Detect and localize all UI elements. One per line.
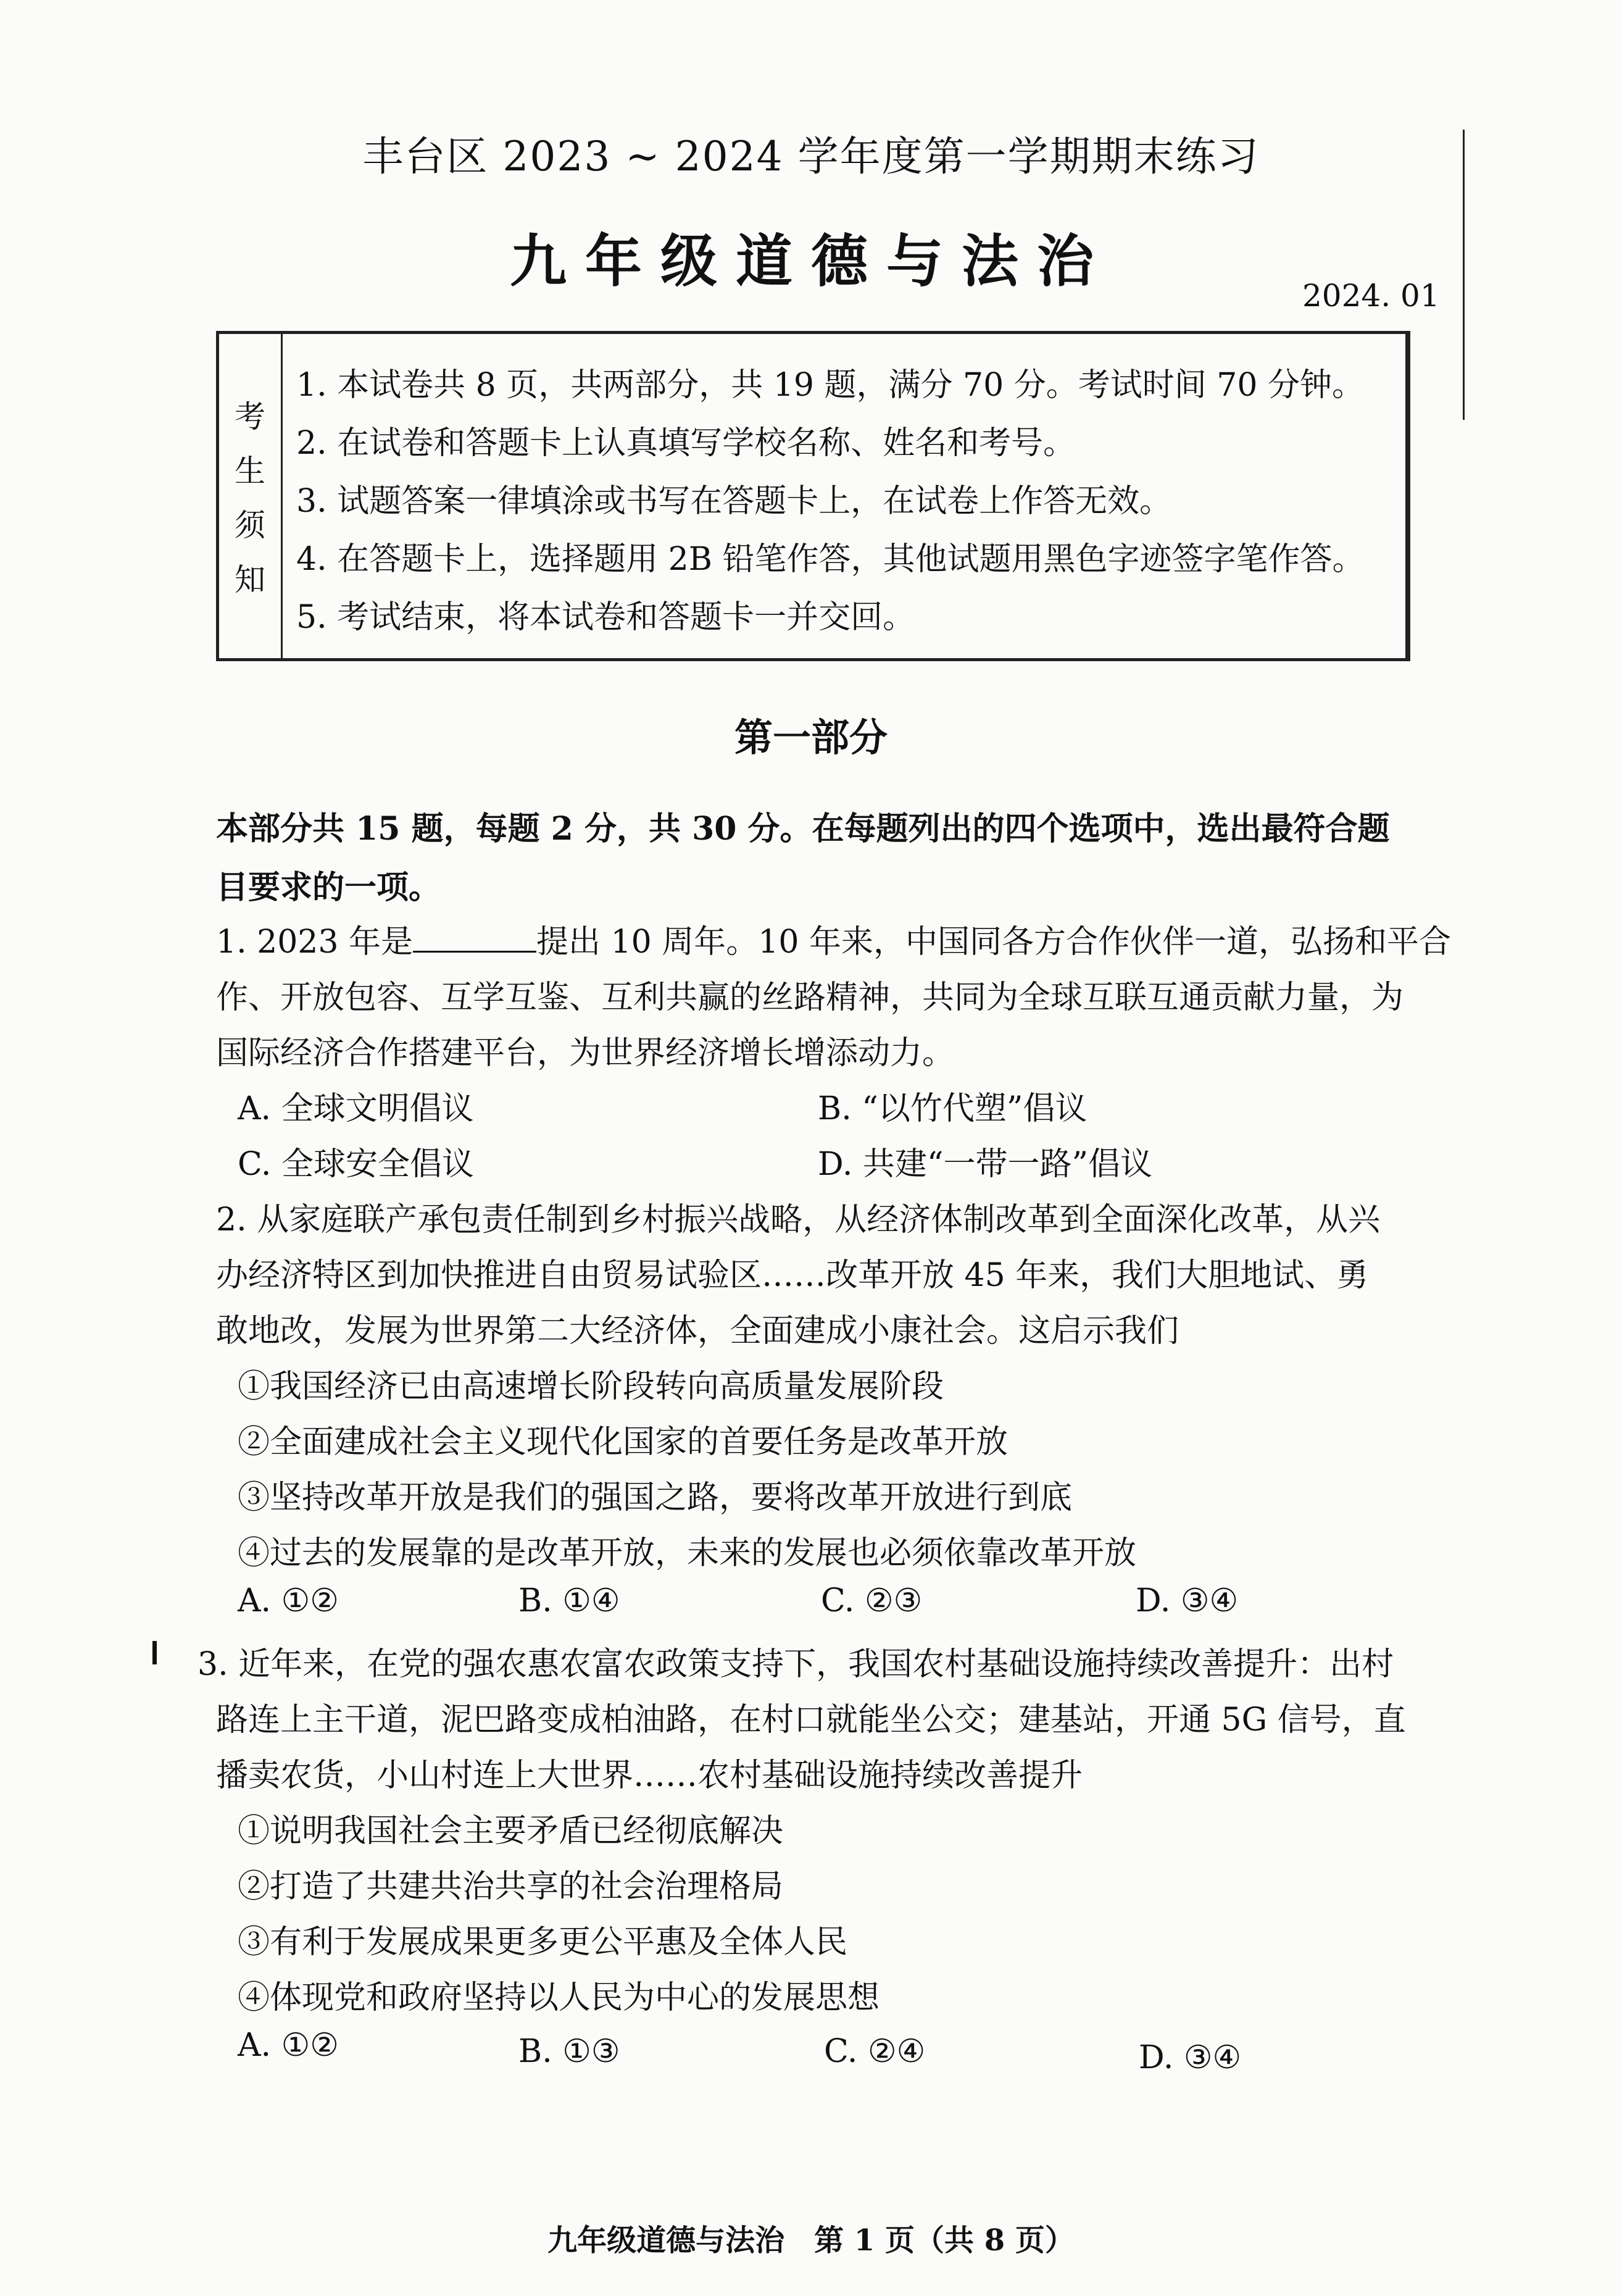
- notice-item: 1. 本试卷共 8 页，共两部分，共 19 题，满分 70 分。考试时间 70 分钟。: [296, 367, 1364, 404]
- section-intro-line: 目要求的一项。: [216, 869, 441, 906]
- exam-title: 丰台区 2023 ~ 2024 学年度第一学期期末练习: [362, 133, 1260, 180]
- binding-line: [1463, 130, 1465, 420]
- option-a: A. ①②: [238, 1582, 339, 1619]
- statement: ③坚持改革开放是我们的强国之路，要将改革开放进行到底: [238, 1479, 1073, 1516]
- option-c: C. ②④: [824, 2033, 926, 2070]
- page-footer: 九年级道德与法治 第 1 页（共 8 页）: [547, 2223, 1075, 2258]
- question-2-line: 2. 从家庭联产承包责任制到乡村振兴战略，从经济体制改革到全面深化改革，从兴: [216, 1201, 1381, 1238]
- option-d: D. ③④: [1136, 1582, 1239, 1619]
- question-2-line: 办经济特区到加快推进自由贸易试验区……改革开放 45 年来，我们大胆地试、勇: [216, 1257, 1369, 1294]
- statement: ②打造了共建共治共享的社会治理格局: [238, 1868, 784, 1905]
- question-1-line: 国际经济合作搭建平台，为世界经济增长增添动力。: [216, 1035, 955, 1072]
- option-a: A. 全球文明倡议: [238, 1090, 474, 1127]
- statement: ①说明我国社会主要矛盾已经彻底解决: [238, 1813, 784, 1850]
- notice-item: 3. 试题答案一律填涂或书写在答题卡上，在试卷上作答无效。: [296, 483, 1172, 520]
- statement: ④体现党和政府坚持以人民为中心的发展思想: [238, 1979, 880, 2016]
- question-3-line: 播卖农货，小山村连上大世界……农村基础设施持续改善提升: [216, 1757, 1083, 1794]
- statement: ①我国经济已由高速增长阶段转向高质量发展阶段: [238, 1368, 944, 1405]
- notice-box: [216, 331, 1410, 661]
- question-2-line: 敢地改，发展为世界第二大经济体，全面建成小康社会。这启示我们: [216, 1313, 1179, 1350]
- option-c: C. ②③: [821, 1582, 923, 1619]
- statement: ②全面建成社会主义现代化国家的首要任务是改革开放: [238, 1424, 1009, 1461]
- question-1-rest: 提出 10 周年。10 年来，中国同各方合作伙伴一道，弘扬和平合: [536, 924, 1451, 961]
- option-c: C. 全球安全倡议: [238, 1146, 474, 1183]
- notice-label-column: [219, 334, 283, 658]
- notice-item: 2. 在试卷和答题卡上认真填写学校名称、姓名和考号。: [296, 425, 1076, 462]
- section-intro-line: 本部分共 15 题，每题 2 分，共 30 分。在每题列出的四个选项中，选出最符合题: [216, 810, 1390, 848]
- option-b: B. ①④: [518, 1582, 620, 1619]
- option-b: B. “以竹代塑”倡议: [818, 1090, 1088, 1127]
- exam-date: 2024. 01: [1302, 278, 1440, 314]
- notice-item: 4. 在答题卡上，选择题用 2B 铅笔作答，其他试题用黑色字迹签字笔作答。: [296, 541, 1365, 578]
- margin-mark: [152, 1641, 157, 1664]
- notice-label: 考生须知: [235, 399, 265, 598]
- option-d: D. 共建“一带一路”倡议: [818, 1146, 1153, 1183]
- statement: ④过去的发展靠的是改革开放，未来的发展也必须依靠改革开放: [238, 1535, 1137, 1572]
- section-title: 第一部分: [734, 715, 888, 760]
- question-3-line: 3. 近年来，在党的强农惠农富农政策支持下，我国农村基础设施持续改善提升：出村: [198, 1646, 1394, 1683]
- question-1-line: 作、开放包容、互学互鉴、互利共赢的丝路精神，共同为全球互联互通贡献力量，为: [216, 979, 1404, 1016]
- option-a: A. ①②: [238, 2027, 339, 2064]
- subject-title: 九年级道德与法治: [509, 228, 1112, 294]
- option-b: B. ①③: [518, 2033, 620, 2070]
- question-1-line: [216, 916, 1451, 962]
- notice-item: 5. 考试结束，将本试卷和答题卡一并交回。: [296, 599, 915, 636]
- question-3-line: 路连上主干道，泥巴路变成柏油路，在村口就能坐公交；建基站，开通 5G 信号，直: [216, 1701, 1406, 1739]
- option-d: D. ③④: [1139, 2039, 1242, 2076]
- statement: ③有利于发展成果更多更公平惠及全体人民: [238, 1924, 848, 1961]
- question-1-lead: 1. 2023 年是: [216, 924, 414, 961]
- answer-blank: [413, 926, 536, 953]
